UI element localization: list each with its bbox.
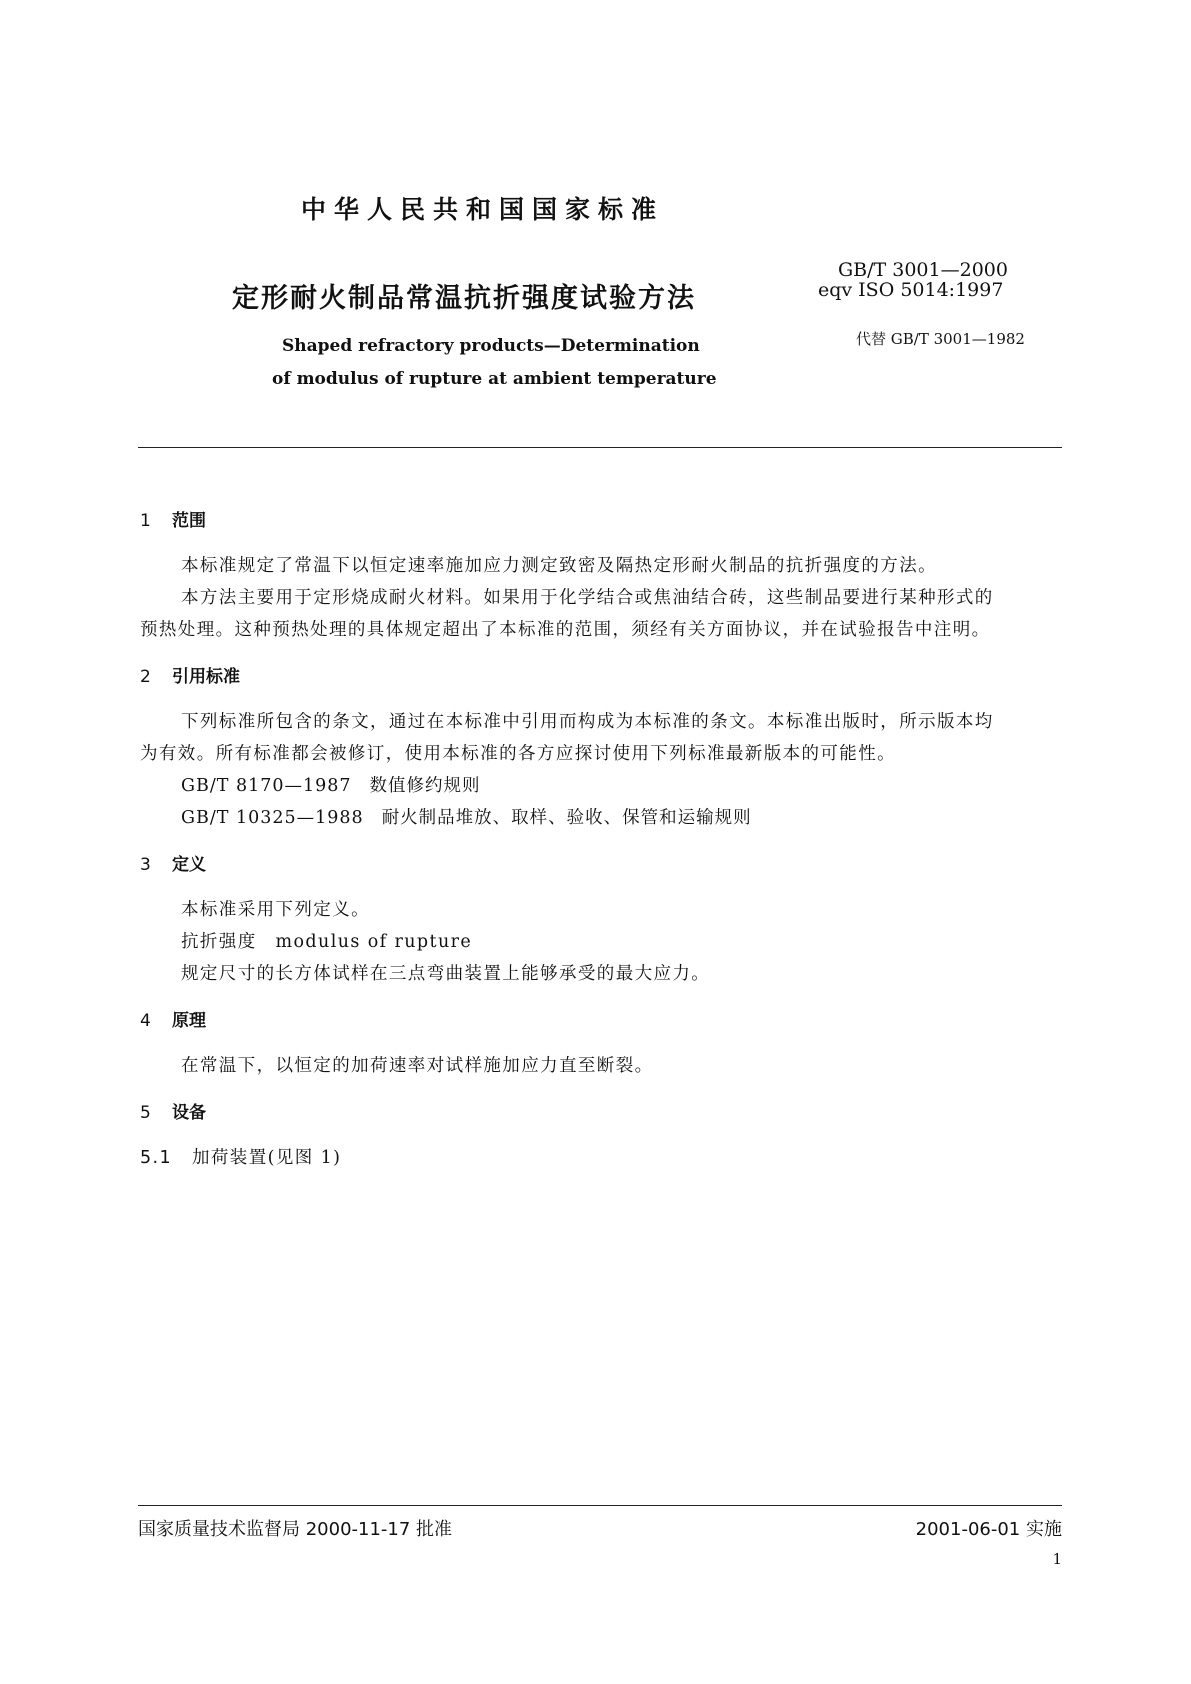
reference-title: 耐火制品堆放、取样、验收、保管和运输规则 <box>381 808 752 828</box>
paragraph: 下列标准所包含的条文，通过在本标准中引用而构成为本标准的条文。本标准出版时，所示版本均 <box>181 712 994 732</box>
section-number: 5 <box>140 1103 151 1123</box>
effective-date: 2001-06-01 实施 <box>915 1519 1062 1540</box>
definition-term: 抗折强度 modulus of rupture <box>181 932 473 952</box>
section-number: 4 <box>140 1011 151 1031</box>
paragraph: 为有效。所有标准都会被修订，使用本标准的各方应探讨使用下列标准最新版本的可能性。 <box>140 744 896 764</box>
section-title: 原理 <box>172 1011 206 1031</box>
document-title-english-line-2: of modulus of rupture at ambient temperature <box>272 369 717 389</box>
section-3-heading <box>140 850 206 875</box>
reference-code: GB/T 10325—1988 <box>181 808 364 828</box>
definition-text: 规定尺寸的长方体试样在三点弯曲装置上能够承受的最大应力。 <box>181 964 711 984</box>
section-4-heading <box>140 1006 206 1031</box>
equivalent-standard: eqv ISO 5014:1997 <box>818 279 1004 301</box>
paragraph: 在常温下，以恒定的加荷速率对试样施加应力直至断裂。 <box>181 1056 654 1076</box>
paragraph: 本标准采用下列定义。 <box>181 900 370 920</box>
paragraph: 预热处理。这种预热处理的具体规定超出了本标准的范围，须经有关方面协议，并在试验报告中注明。 <box>140 620 991 640</box>
subsection-title: 加荷装置(见图 1) <box>192 1148 342 1168</box>
reference-title: 数值修约规则 <box>369 776 481 796</box>
section-number: 2 <box>140 667 151 687</box>
section-title: 引用标准 <box>172 667 240 687</box>
reference-item <box>181 772 481 797</box>
paragraph: 本方法主要用于定形烧成耐火材料。如果用于化学结合或焦油结合砖，这些制品要进行某种形式的 <box>181 588 994 608</box>
section-number: 3 <box>140 855 151 875</box>
document-title-english-line-1: Shaped refractory products—Determination <box>282 336 700 356</box>
approval-statement: 国家质量技术监督局 2000-11-17 批准 <box>138 1519 453 1540</box>
section-5-heading <box>140 1098 206 1123</box>
paragraph: 本标准规定了常温下以恒定速率施加应力测定致密及隔热定形耐火制品的抗折强度的方法。 <box>181 556 937 576</box>
standard-code: GB/T 3001—2000 <box>838 259 1008 281</box>
replaced-standard: 代替 GB/T 3001—1982 <box>856 330 1025 348</box>
footer-divider <box>138 1505 1062 1506</box>
subsection-5-1 <box>140 1144 341 1169</box>
reference-item <box>181 804 752 829</box>
subsection-number: 5.1 <box>140 1148 173 1168</box>
reference-code: GB/T 8170—1987 <box>181 776 352 796</box>
section-number: 1 <box>140 511 151 531</box>
page-number: 1 <box>1052 1550 1062 1568</box>
document-title-chinese: 定形耐火制品常温抗折强度试验方法 <box>232 283 696 314</box>
section-2-heading <box>140 662 240 687</box>
header-divider <box>138 447 1062 448</box>
section-title: 范围 <box>172 511 206 531</box>
section-1-heading <box>140 506 206 531</box>
section-title: 设备 <box>172 1103 206 1123</box>
section-title: 定义 <box>172 855 206 875</box>
national-standard-title: 中华人民共和国国家标准 <box>300 195 664 224</box>
